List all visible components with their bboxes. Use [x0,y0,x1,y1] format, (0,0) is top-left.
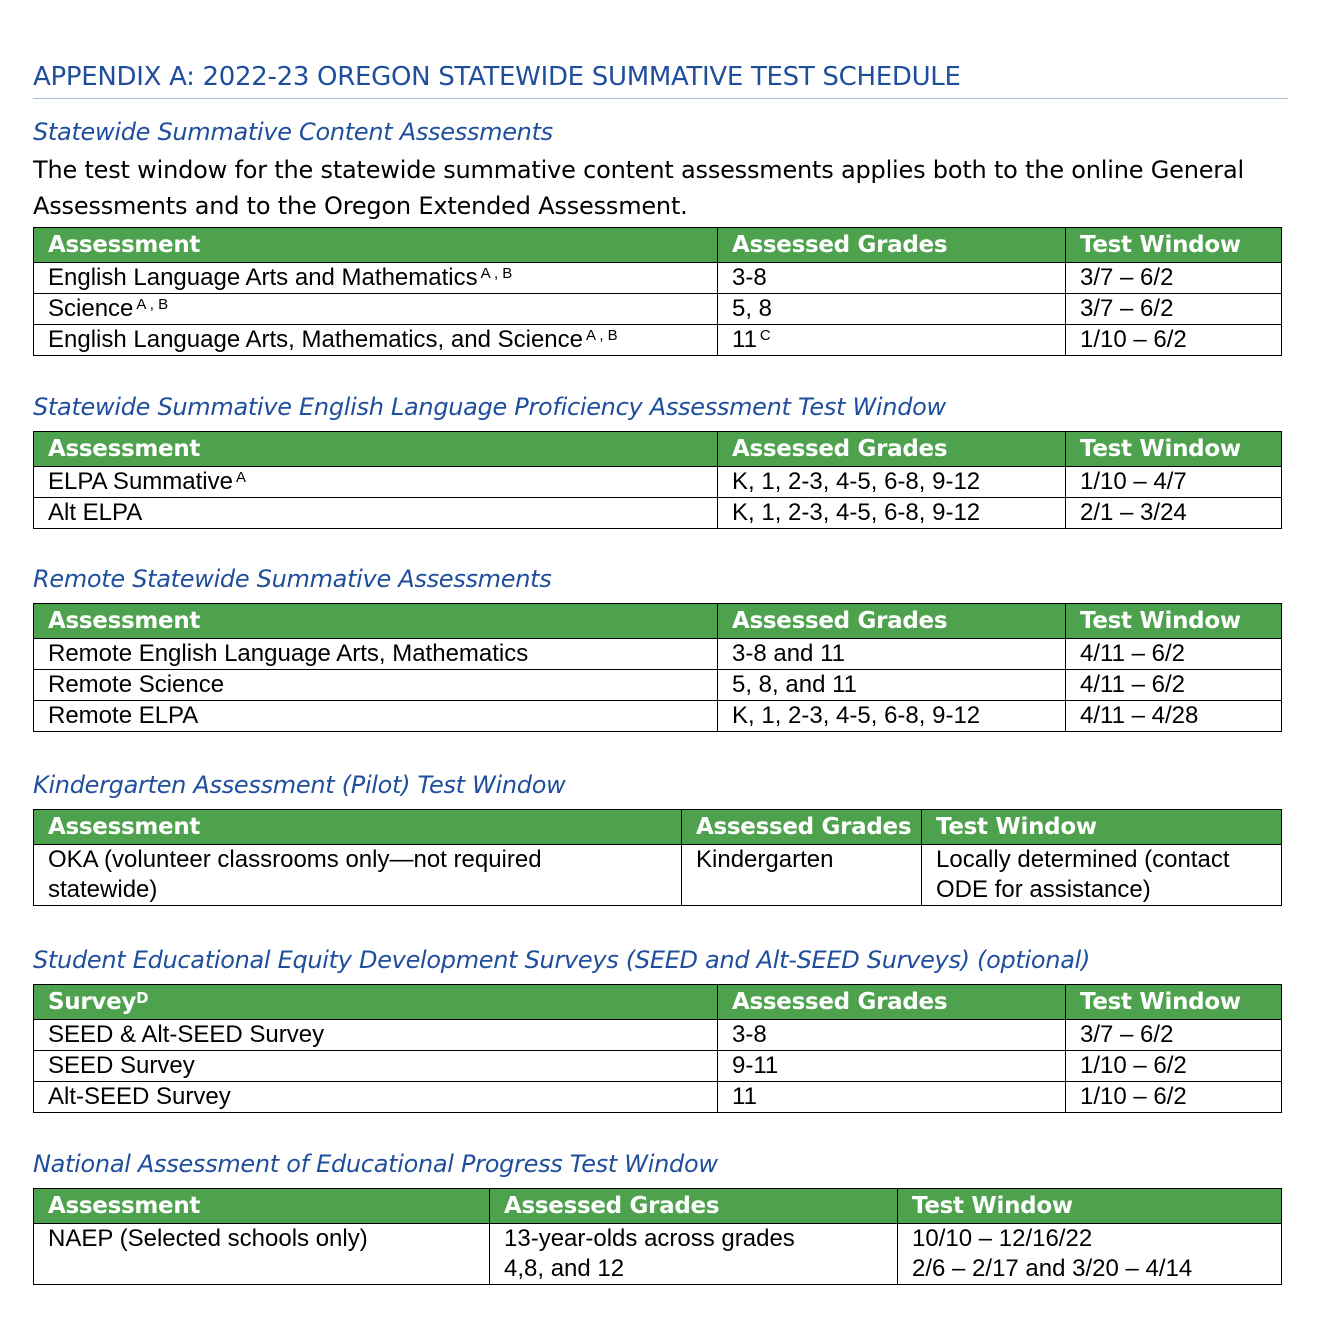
header-window: Test Window [922,810,1282,845]
header-window: Test Window [1066,985,1282,1020]
footnote-marker: A [235,469,246,486]
section-title-elpa: Statewide Summative English Language Proficiency Assessment Test Window [33,393,946,421]
section-title-kindergarten: Kindergarten Assessment (Pilot) Test Window [33,771,566,799]
header-assessment: Assessment [34,432,718,467]
header-assessment: Assessment [34,604,718,639]
cell-grades: 3-8 [718,263,1066,294]
header-assessment: Assessment [34,1189,490,1224]
header-grades: Assessed Grades [490,1189,898,1224]
header-grades: Assessed Grades [682,810,922,845]
cell-grades: K, 1, 2-3, 4-5, 6-8, 9-12 [718,467,1066,498]
cell-window: 4/11 – 4/28 [1066,701,1282,732]
cell-assessment: NAEP (Selected schools only) [34,1224,490,1285]
table-row [34,670,1282,701]
naep-table [33,1188,1282,1285]
header-grades: Assessed Grades [718,985,1066,1020]
table-row [34,1051,1282,1082]
content-assessments-table [33,227,1282,356]
cell-window: Locally determined (contact ODE for assistance) [922,845,1282,906]
footnote-marker: D [136,989,149,1007]
cell-assessment: English Language Arts, Mathematics, and Science $^{A , B}$ [34,325,718,356]
section-title-seed: Student Educational Equity Development Surveys (SEED and Alt-SEED Surveys) (optional) [33,946,1091,974]
table-header-row [34,432,1282,467]
cell-assessment: Remote Science [34,670,718,701]
header-window: Test Window [898,1189,1282,1224]
cell-grades: Kindergarten [682,845,922,906]
cell-grades: K, 1, 2-3, 4-5, 6-8, 9-12 [718,701,1066,732]
cell-grades: K, 1, 2-3, 4-5, 6-8, 9-12 [718,498,1066,529]
cell-window: 10/10 – 12/16/22 2/6 – 2/17 and 3/20 – 4/14 [898,1224,1282,1285]
table-row [34,1082,1282,1113]
table-row [34,1020,1282,1051]
intro-paragraph: The test window for the statewide summative content assessments applies both to the online General Assessments and to the Oregon Extended Assessment. [33,156,1244,220]
table-row [34,294,1282,325]
section-title-remote: Remote Statewide Summative Assessments [33,565,552,593]
cell-window: 3/7 – 6/2 [1066,1020,1282,1051]
cell-grades: 11 $^C$ [718,325,1066,356]
cell-grades: 3-8 [718,1020,1066,1051]
table-row [34,325,1282,356]
cell-grades: 13-year-olds across grades 4,8, and 12 [490,1224,898,1285]
header-window: Test Window [1066,604,1282,639]
table-header-row [34,604,1282,639]
table-row [34,639,1282,670]
cell-assessment: Remote ELPA [34,701,718,732]
table-header-row [34,228,1282,263]
header-survey: Survey$^D$ [34,985,718,1020]
cell-window: 1/10 – 6/2 [1066,1051,1282,1082]
table-row [34,467,1282,498]
remote-table [33,603,1282,732]
footnote-marker: A , B [480,265,513,282]
cell-window: 1/10 – 4/7 [1066,467,1282,498]
elpa-table [33,431,1282,529]
cell-assessment: English Language Arts and Mathematics $^{A , B}$ [34,263,718,294]
cell-survey: SEED & Alt-SEED Survey [34,1020,718,1051]
table-header-row [34,985,1282,1020]
cell-assessment: Science $^{A , B}$ [34,294,718,325]
section-title-naep: National Assessment of Educational Progress Test Window [33,1150,718,1178]
page-title: APPENDIX A: 2022-23 OREGON STATEWIDE SUMMATIVE TEST SCHEDULE [33,62,1288,99]
header-assessment: Assessment [34,228,718,263]
cell-assessment: Remote English Language Arts, Mathematics [34,639,718,670]
header-window: Test Window [1066,432,1282,467]
table-row [34,1224,1282,1285]
kindergarten-table [33,809,1282,906]
cell-assessment: ELPA Summative $^A$ [34,467,718,498]
section-title-content: Statewide Summative Content Assessments [33,118,553,146]
footnote-marker: A , B [136,296,169,313]
table-header-row [34,810,1282,845]
table-row [34,845,1282,906]
cell-window: 3/7 – 6/2 [1066,263,1282,294]
cell-survey: Alt-SEED Survey [34,1082,718,1113]
table-header-row [34,1189,1282,1224]
header-grades: Assessed Grades [718,432,1066,467]
cell-grades: 3-8 and 11 [718,639,1066,670]
footnote-marker: C [759,327,771,344]
cell-window: 1/10 – 6/2 [1066,325,1282,356]
cell-window: 3/7 – 6/2 [1066,294,1282,325]
table-row [34,498,1282,529]
table-row [34,701,1282,732]
table-row [34,263,1282,294]
cell-window: 2/1 – 3/24 [1066,498,1282,529]
cell-survey: SEED Survey [34,1051,718,1082]
seed-table [33,984,1282,1113]
cell-grades: 11 [718,1082,1066,1113]
cell-grades: 5, 8 [718,294,1066,325]
cell-grades: 9-11 [718,1051,1066,1082]
footnote-marker: A , B [585,327,618,344]
cell-window: 4/11 – 6/2 [1066,639,1282,670]
cell-window: 4/11 – 6/2 [1066,670,1282,701]
cell-assessment: Alt ELPA [34,498,718,529]
header-assessment: Assessment [34,810,682,845]
cell-window: 1/10 – 6/2 [1066,1082,1282,1113]
header-window: Test Window [1066,228,1282,263]
cell-assessment: OKA (volunteer classrooms only—not required statewide) [34,845,682,906]
header-grades: Assessed Grades [718,604,1066,639]
cell-grades: 5, 8, and 11 [718,670,1066,701]
header-grades: Assessed Grades [718,228,1066,263]
